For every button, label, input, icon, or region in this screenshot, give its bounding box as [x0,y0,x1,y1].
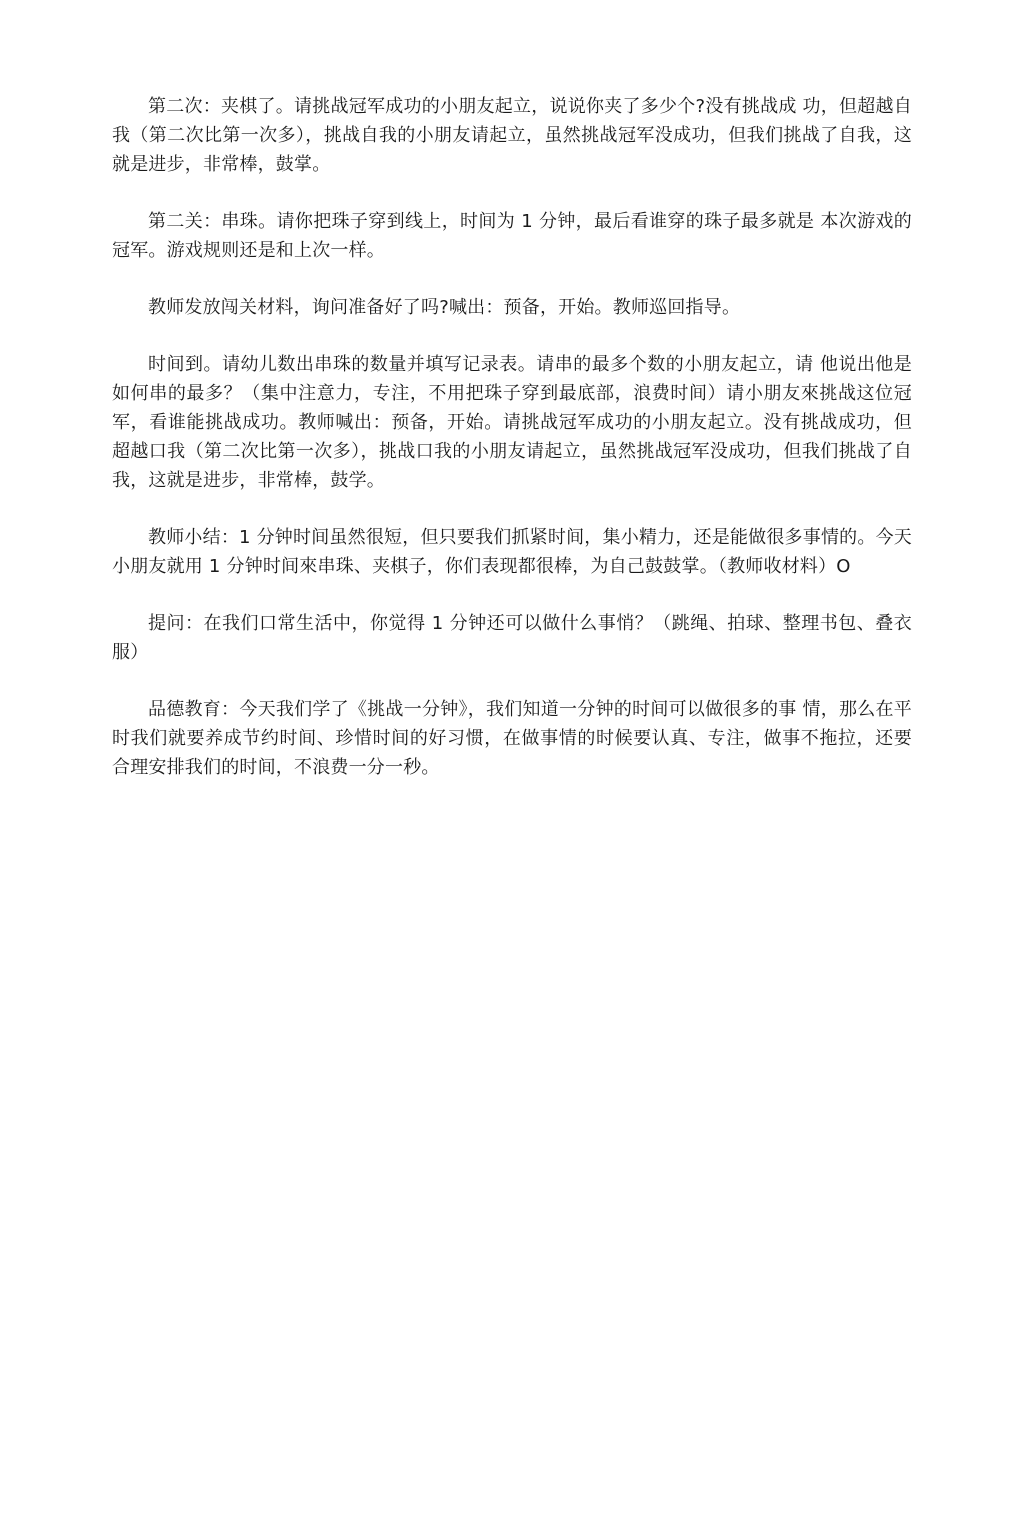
paragraph-question: 提问：在我们口常生活中，你觉得 1 分钟还可以做什么事悄？（跳绳、拍球、整理书包、叠衣服） [112,613,912,663]
paragraph-moral-education: 品德教育：今天我们学了《挑战一分钟》，我们知道一分钟的时间可以做很多的事 情，那么在平时我们就要养成节约时间、珍惜时间的好习惯，在做事情的时候要认真、专注，做事不拖拉，还要合理安排我们的时间，不浪费一分一秒。 [112,699,912,778]
paragraph-time-up: 时间到。请幼儿数出串珠的数量并填写记录表。请串的最多个数的小朋友起立，请 他说出他是如何串的最多？（集中注意力，专注，不用把珠子穿到最底部，浪费时间）请小朋友來挑战这位冠军，看谁能挑战成功。教师喊出：预备，开始。请挑战冠军成功的小朋友起立。没有挑战成功，但超越口我（第二次比第一次多），挑战口我的小朋友请起立，虽然挑战冠军没成功，但我们挑战了自我，这就是进步，非常棒，鼓学。 [112,354,912,491]
paragraph-materials: 教师发放闯关材料，询问准备好了吗?喊出：预备，开始。教师巡回指导。 [148,297,741,318]
document-body [112,92,912,810]
paragraph-second-attempt: 第二次：夹棋了。请挑战冠军成功的小朋友起立，说说你夹了多少个?没有挑战成 功，但超越自我（第二次比第一次多），挑战自我的小朋友请起立，虽然挑战冠军没成功，但我们挑战了自我，这就是进步，非常棒，鼓掌。 [112,96,912,175]
paragraph-second-level: 第二关：串珠。请你把珠子穿到线上，时间为 1 分钟，最后看谁穿的珠子最多就是 本次游戏的冠军。游戏规则还是和上次一样。 [112,211,912,261]
paragraph-teacher-summary: 教师小结：1 分钟时间虽然很短，但只要我们抓紧时间，集小精力，还是能做很多事情的。今天小朋友就用 1 分钟时间來串珠、夹棋子，你们表现都很棒，为自己鼓鼓掌。（教师收材料）O [112,527,912,577]
